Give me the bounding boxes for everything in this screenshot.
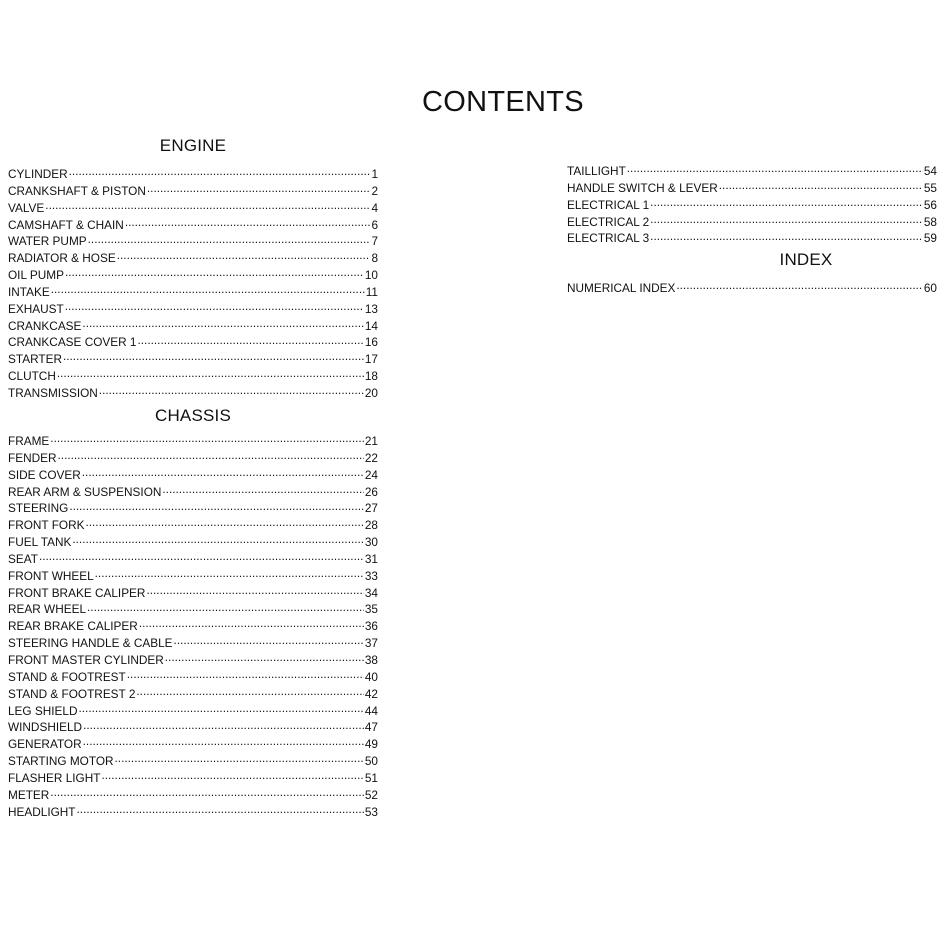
section-heading-engine: ENGINE (159, 136, 227, 155)
toc-entry-name: REAR WHEEL (8, 602, 87, 617)
toc-entry-page: 42 (364, 686, 378, 701)
dot-leader (627, 163, 923, 175)
toc-entry-name: CRANKSHAFT & PISTON (8, 183, 146, 198)
dot-leader (77, 804, 364, 816)
dot-leader (63, 351, 364, 363)
dot-leader (69, 166, 371, 178)
dot-leader (719, 180, 923, 192)
toc-entry-page: 28 (364, 518, 378, 533)
dot-leader (85, 517, 363, 529)
toc-entry-name: CAMSHAFT & CHAIN (8, 217, 124, 232)
toc-entry-name: FRONT BRAKE CALIPER (8, 585, 146, 600)
toc-entry-name: CRANKCASE (8, 318, 82, 333)
toc-entry-name: STEERING (8, 501, 69, 516)
dot-leader (72, 534, 364, 546)
toc-entry-page: 44 (364, 703, 378, 718)
dot-leader (65, 301, 364, 313)
toc-entry-page: 20 (364, 385, 378, 400)
toc-entry-name: EXHAUST (8, 301, 64, 316)
toc-entry[interactable] (8, 703, 378, 720)
toc-entry[interactable] (8, 669, 378, 686)
toc-entry-name: REAR BRAKE CALIPER (8, 619, 138, 634)
toc-entry-page: 21 (364, 434, 378, 448)
toc-entry-name: FRONT MASTER CYLINDER (8, 652, 164, 667)
toc-entry-page: 17 (364, 352, 378, 367)
dot-leader (676, 280, 923, 292)
toc-entry-name: CYLINDER (8, 167, 68, 181)
toc-entry-name: TAILLIGHT (567, 164, 626, 178)
toc-entry[interactable] (8, 183, 378, 200)
dot-leader (50, 787, 364, 799)
toc-entry-page: 37 (364, 636, 378, 651)
toc-entry-page: 51 (364, 770, 378, 785)
toc-entry[interactable] (8, 585, 378, 602)
toc-entry-page: 40 (364, 669, 378, 684)
dot-leader (125, 217, 371, 229)
toc-entry-name: STAND & FOOTREST 2 (8, 686, 136, 701)
toc-entry-name: INTAKE (8, 284, 50, 299)
toc-entry[interactable] (8, 804, 378, 821)
toc-entry-name: FUEL TANK (8, 535, 72, 550)
toc-entry-name: RADIATOR & HOSE (8, 251, 116, 266)
index-entry-list (567, 280, 937, 297)
dot-leader (139, 618, 364, 630)
toc-entry[interactable] (8, 635, 378, 652)
toc-entry[interactable] (8, 233, 378, 250)
toc-entry-name: STAND & FOOTREST (8, 669, 126, 684)
toc-entry-name: ELECTRICAL 3 (567, 231, 650, 246)
toc-entry-page: 16 (364, 335, 378, 350)
engine-entry-list (8, 166, 378, 402)
toc-entry-page: 4 (371, 200, 378, 215)
dot-leader (138, 334, 364, 346)
toc-entry-page: 27 (364, 501, 378, 516)
dot-leader (79, 703, 364, 715)
toc-entry-name: METER (8, 787, 50, 802)
toc-entry[interactable] (567, 214, 937, 231)
toc-entry[interactable] (8, 250, 378, 267)
toc-entry-page: 22 (364, 450, 378, 465)
dot-leader (127, 669, 364, 681)
toc-entry[interactable] (8, 433, 378, 450)
dot-leader (83, 719, 364, 731)
toc-entry-name: WATER PUMP (8, 234, 87, 249)
continued-entry-list (567, 163, 937, 247)
toc-entry-page: 33 (364, 568, 378, 583)
toc-entry-page: 14 (364, 318, 378, 333)
toc-entry[interactable] (567, 280, 937, 297)
dot-leader (147, 183, 371, 195)
toc-entry-name: ELECTRICAL 2 (567, 214, 650, 229)
toc-entry[interactable] (8, 467, 378, 484)
toc-entry-page: 18 (364, 369, 378, 384)
dot-leader (650, 214, 923, 226)
dot-leader (69, 500, 364, 512)
toc-entry-page: 2 (371, 183, 378, 198)
toc-entry[interactable] (8, 484, 378, 501)
dot-leader (87, 601, 364, 613)
dot-leader (82, 318, 363, 330)
toc-entry-page: 24 (364, 467, 378, 482)
toc-entry-name: HANDLE SWITCH & LEVER (567, 180, 718, 195)
toc-entry-name: FLASHER LIGHT (8, 770, 101, 785)
dot-leader (165, 652, 364, 664)
toc-entry-page: 58 (923, 214, 937, 229)
toc-entry-page: 47 (364, 720, 378, 735)
toc-entry[interactable] (8, 318, 378, 335)
toc-entry[interactable] (8, 517, 378, 534)
toc-entry-name: STARTING MOTOR (8, 754, 114, 769)
toc-entry[interactable] (8, 368, 378, 385)
toc-entry[interactable] (8, 284, 378, 301)
toc-entry-page: 38 (364, 652, 378, 667)
toc-entry[interactable] (8, 652, 378, 669)
dot-leader (50, 433, 364, 445)
dot-leader (136, 686, 363, 698)
toc-entry-page: 7 (371, 234, 378, 249)
dot-leader (650, 197, 923, 209)
toc-entry-page: 52 (364, 787, 378, 802)
dot-leader (162, 484, 363, 496)
chassis-entry-list (8, 433, 378, 820)
toc-entry[interactable] (8, 301, 378, 318)
toc-entry-page: 30 (364, 535, 378, 550)
section-heading-chassis: CHASSIS (154, 406, 232, 425)
toc-entry-page: 36 (364, 619, 378, 634)
dot-leader (58, 450, 364, 462)
dot-leader (39, 551, 364, 563)
toc-entry[interactable] (8, 166, 378, 183)
toc-entry[interactable] (8, 385, 378, 402)
toc-entry[interactable] (567, 230, 937, 247)
toc-entry-page: 60 (923, 281, 937, 295)
toc-entry-page: 26 (364, 484, 378, 499)
page-title: CONTENTS (422, 86, 584, 118)
toc-entry-name: GENERATOR (8, 737, 82, 752)
section-heading-index: INDEX (779, 250, 833, 269)
dot-leader (57, 368, 364, 380)
toc-entry[interactable] (8, 601, 378, 618)
toc-entry-name: CLUTCH (8, 369, 56, 384)
toc-entry-name: SIDE COVER (8, 467, 81, 482)
dot-leader (88, 233, 371, 245)
toc-entry-page: 53 (364, 804, 378, 819)
toc-entry-page: 34 (364, 585, 378, 600)
toc-entry-page: 11 (365, 284, 378, 299)
toc-entry[interactable] (8, 753, 378, 770)
toc-entry-page: 31 (364, 551, 378, 566)
toc-entry-page: 59 (923, 231, 937, 246)
toc-entry[interactable] (8, 267, 378, 284)
dot-leader (82, 467, 364, 479)
toc-entry[interactable] (567, 163, 937, 180)
toc-entry-page: 49 (364, 737, 378, 752)
toc-entry-name: STEERING HANDLE & CABLE (8, 636, 173, 651)
toc-entry[interactable] (8, 770, 378, 787)
dot-leader (51, 284, 365, 296)
toc-entry-name: HEADLIGHT (8, 804, 76, 819)
toc-entry-page: 8 (371, 251, 378, 266)
toc-entry-name: STARTER (8, 352, 62, 367)
toc-entry[interactable] (8, 568, 378, 585)
toc-entry[interactable] (8, 500, 378, 517)
toc-entry-page: 35 (364, 602, 378, 617)
toc-entry[interactable] (8, 719, 378, 736)
dot-leader (101, 770, 363, 782)
dot-leader (45, 200, 370, 212)
dot-leader (115, 753, 364, 765)
toc-entry[interactable] (8, 450, 378, 467)
toc-entry[interactable] (8, 217, 378, 234)
dot-leader (174, 635, 364, 647)
toc-entry[interactable] (8, 618, 378, 635)
toc-entry[interactable] (8, 736, 378, 753)
toc-entry[interactable] (8, 200, 378, 217)
toc-entry[interactable] (8, 351, 378, 368)
toc-entry[interactable] (567, 180, 937, 197)
toc-entry-name: FRONT WHEEL (8, 568, 94, 583)
toc-entry[interactable] (8, 686, 378, 703)
toc-entry-name: WINDSHIELD (8, 720, 83, 735)
toc-entry-name: CRANKCASE COVER 1 (8, 335, 137, 350)
toc-entry-page: 13 (364, 301, 378, 316)
dot-leader (83, 736, 364, 748)
toc-entry-name: TRANSMISSION (8, 385, 98, 400)
toc-entry-page: 1 (371, 167, 378, 181)
dot-leader (650, 230, 923, 242)
toc-entry[interactable] (8, 551, 378, 568)
toc-entry[interactable] (8, 787, 378, 804)
dot-leader (95, 568, 364, 580)
toc-entry-name: REAR ARM & SUSPENSION (8, 484, 162, 499)
dot-leader (65, 267, 364, 279)
toc-entry-name: SEAT (8, 551, 38, 566)
toc-entry-name: VALVE (8, 200, 45, 215)
dot-leader (146, 585, 363, 597)
toc-entry-page: 6 (371, 217, 378, 232)
toc-entry-name: FENDER (8, 450, 57, 465)
toc-entry-page: 10 (364, 268, 378, 283)
toc-entry-page: 55 (923, 180, 937, 195)
toc-entry[interactable] (8, 534, 378, 551)
toc-entry-page: 56 (923, 197, 937, 212)
dot-leader (99, 385, 364, 397)
toc-entry-name: NUMERICAL INDEX (567, 281, 676, 295)
toc-entry[interactable] (567, 197, 937, 214)
toc-entry-page: 54 (923, 164, 937, 178)
toc-entry-name: FRAME (8, 434, 50, 448)
toc-entry-name: ELECTRICAL 1 (567, 197, 650, 212)
dot-leader (117, 250, 371, 262)
toc-entry[interactable] (8, 334, 378, 351)
toc-entry-page: 50 (364, 754, 378, 769)
toc-entry-name: LEG SHIELD (8, 703, 78, 718)
toc-entry-name: FRONT FORK (8, 518, 85, 533)
toc-entry-name: OIL PUMP (8, 268, 64, 283)
